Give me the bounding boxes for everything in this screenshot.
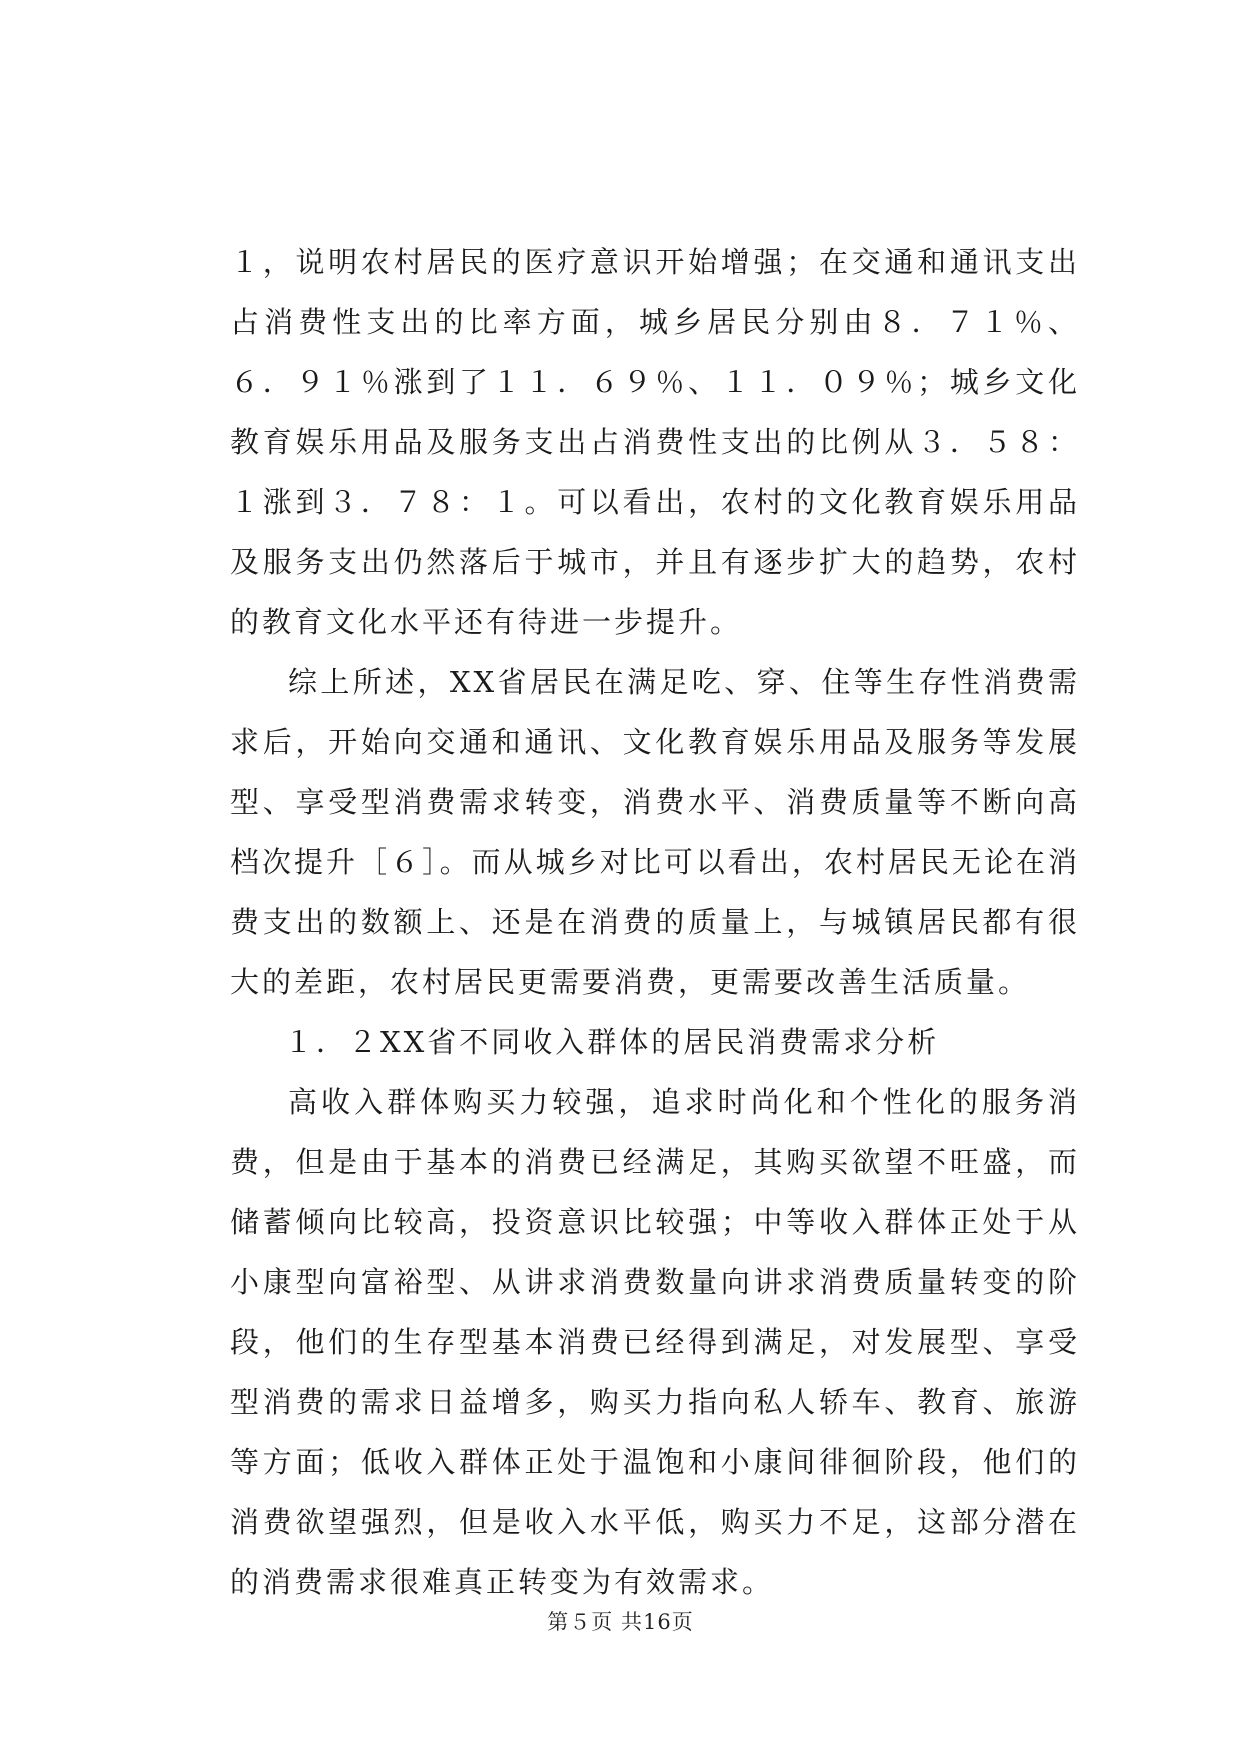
document-body [230,232,1080,1612]
page-footer: 第５页 共16页 [547,1610,694,1634]
section-heading: １．２XX省不同收入群体的居民消费需求分析 [284,1025,940,1059]
paragraph-1: １，说明农村居民的医疗意识开始增强；在交通和通讯支出占消费性支出的比率方面，城乡居民分别由８．７１％、６．９１％涨到了１１．６９％、１１．０９％；城乡文化教育娱乐用品及服务支出占消费性支出的比例从３．５８：１涨到３．７８：１。可以看出，农村的文化教育娱乐用品及服务支出仍然落后于城市，并且有逐步扩大的趋势，农村的教育文化水平还有待进一步提升。 [230,245,1080,639]
paragraph-3: 高收入群体购买力较强，追求时尚化和个性化的服务消费，但是由于基本的消费已经满足，其购买欲望不旺盛，而储蓄倾向比较高，投资意识比较强；中等收入群体正处于从小康型向富裕型、从讲求消费数量向讲求消费质量转变的阶段，他们的生存型基本消费已经得到满足，对发展型、享受型消费的需求日益增多，购买力指向私人轿车、教育、旅游等方面；低收入群体正处于温饱和小康间徘徊阶段，他们的消费欲望强烈，但是收入水平低，购买力不足，这部分潜在的消费需求很难真正转变为有效需求。 [230,1085,1080,1599]
paragraph-2: 综上所述，XX省居民在满足吃、穿、住等生存性消费需求后，开始向交通和通讯、文化教育娱乐用品及服务等发展型、享受型消费需求转变，消费水平、消费质量等不断向高档次提升［６］。而从城乡对比可以看出，农村居民无论在消费支出的数额上、还是在消费的质量上，与城镇居民都有很大的差距，农村居民更需要消费，更需要改善生活质量。 [230,665,1080,999]
